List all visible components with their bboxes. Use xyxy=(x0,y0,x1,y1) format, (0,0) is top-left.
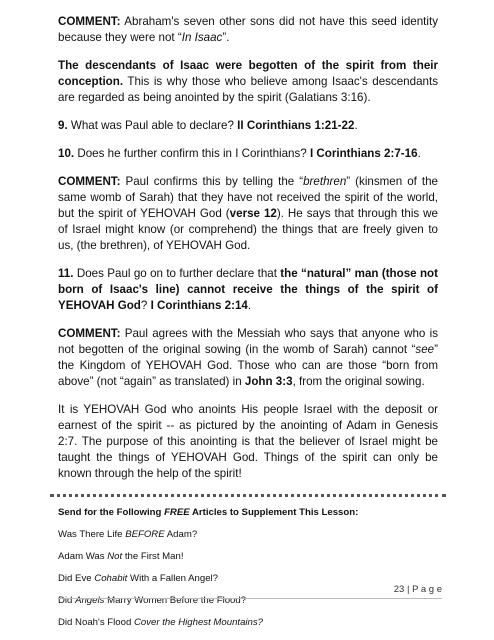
dotted-divider xyxy=(50,494,446,497)
article-item: Was There Life BEFORE Adam? xyxy=(58,529,198,540)
question-9: 9. What was Paul able to declare? II Corinthians 1:21-22. xyxy=(58,119,358,132)
comment-paragraph-2: COMMENT: Paul confirms this by telling the “brethren” (kinsmen of the same womb of Sarah) that they have not received the spirit of the world, but the spirit of YEHOVAH God (verse 12). He says that through this we of Israel might know (or comprehend) the things that are freely given to us, (the brethren), of YEHOVAH God. xyxy=(58,175,439,252)
comment-paragraph-1: COMMENT: Abraham's seven other sons did not have this seed identity because they were not “In Isaac”. xyxy=(58,15,438,44)
scripture-reference: I Corinthians 2:14 xyxy=(150,299,248,312)
question-10: 10. Does he further confirm this in I Corinthians? I Corinthians 2:7-16. xyxy=(58,147,421,160)
descendants-paragraph: The descendants of Isaac were begotten of the spirit from their conception. This is why those who believe among Isaac's descendants are regarded as being anointed by the spirit (Galatians 3:16). xyxy=(58,59,438,104)
comment-label: COMMENT: xyxy=(58,327,121,340)
comment-label: COMMENT: xyxy=(58,15,121,28)
scripture-reference: II Corinthians 1:21-22 xyxy=(237,119,355,132)
scripture-reference: John 3:3 xyxy=(244,375,293,388)
comment-paragraph-3: COMMENT: Paul agrees with the Messiah who says that anyone who is not begotten of the original sowing (in the womb of Sarah) cannot “see” the Kingdom of YEHOVAH God. Those who can are those “born from above” (not “again” as translated) in John 3:3, from the original sowing. xyxy=(58,327,438,388)
article-item: Did Angels Marry Women Before the Flood? xyxy=(58,595,247,606)
comment-label: COMMENT: xyxy=(58,175,121,188)
footer-rule xyxy=(58,598,442,599)
question-11: 11. Does Paul go on to further declare that the “natural” man (those not born of Isaac's line) cannot receive the things of the spirit of YEHOVAH God? I Corinthians 2:14. xyxy=(58,267,439,312)
article-item: Adam Was Not the First Man! xyxy=(58,551,184,562)
free-articles-box xyxy=(58,507,438,629)
scripture-reference: I Corinthians 2:7-16 xyxy=(309,147,418,160)
article-item: Did Noah's Flood Cover the Highest Mountains? xyxy=(58,617,264,628)
document-page xyxy=(58,14,438,639)
article-item: Did Eve Cohabit With a Fallen Angel? xyxy=(58,573,219,584)
free-articles-heading: Send for the Following FREE Articles to Supplement This Lesson: xyxy=(58,507,359,518)
page-footer: 23 | P a g e xyxy=(393,584,442,595)
anointing-paragraph: It is YEHOVAH God who anoints His people Israel with the deposit or earnest of the spirit -- as pictured by the anointing of Adam in Genesis 2:7. The purpose of this anointing is that the believer of Israel might be taught the things of YEHOVAH God. Things of the spirit can only be known through the help of the spirit! xyxy=(58,403,438,480)
page-number: 23 xyxy=(393,584,405,595)
page-label: P a g e xyxy=(412,584,442,595)
